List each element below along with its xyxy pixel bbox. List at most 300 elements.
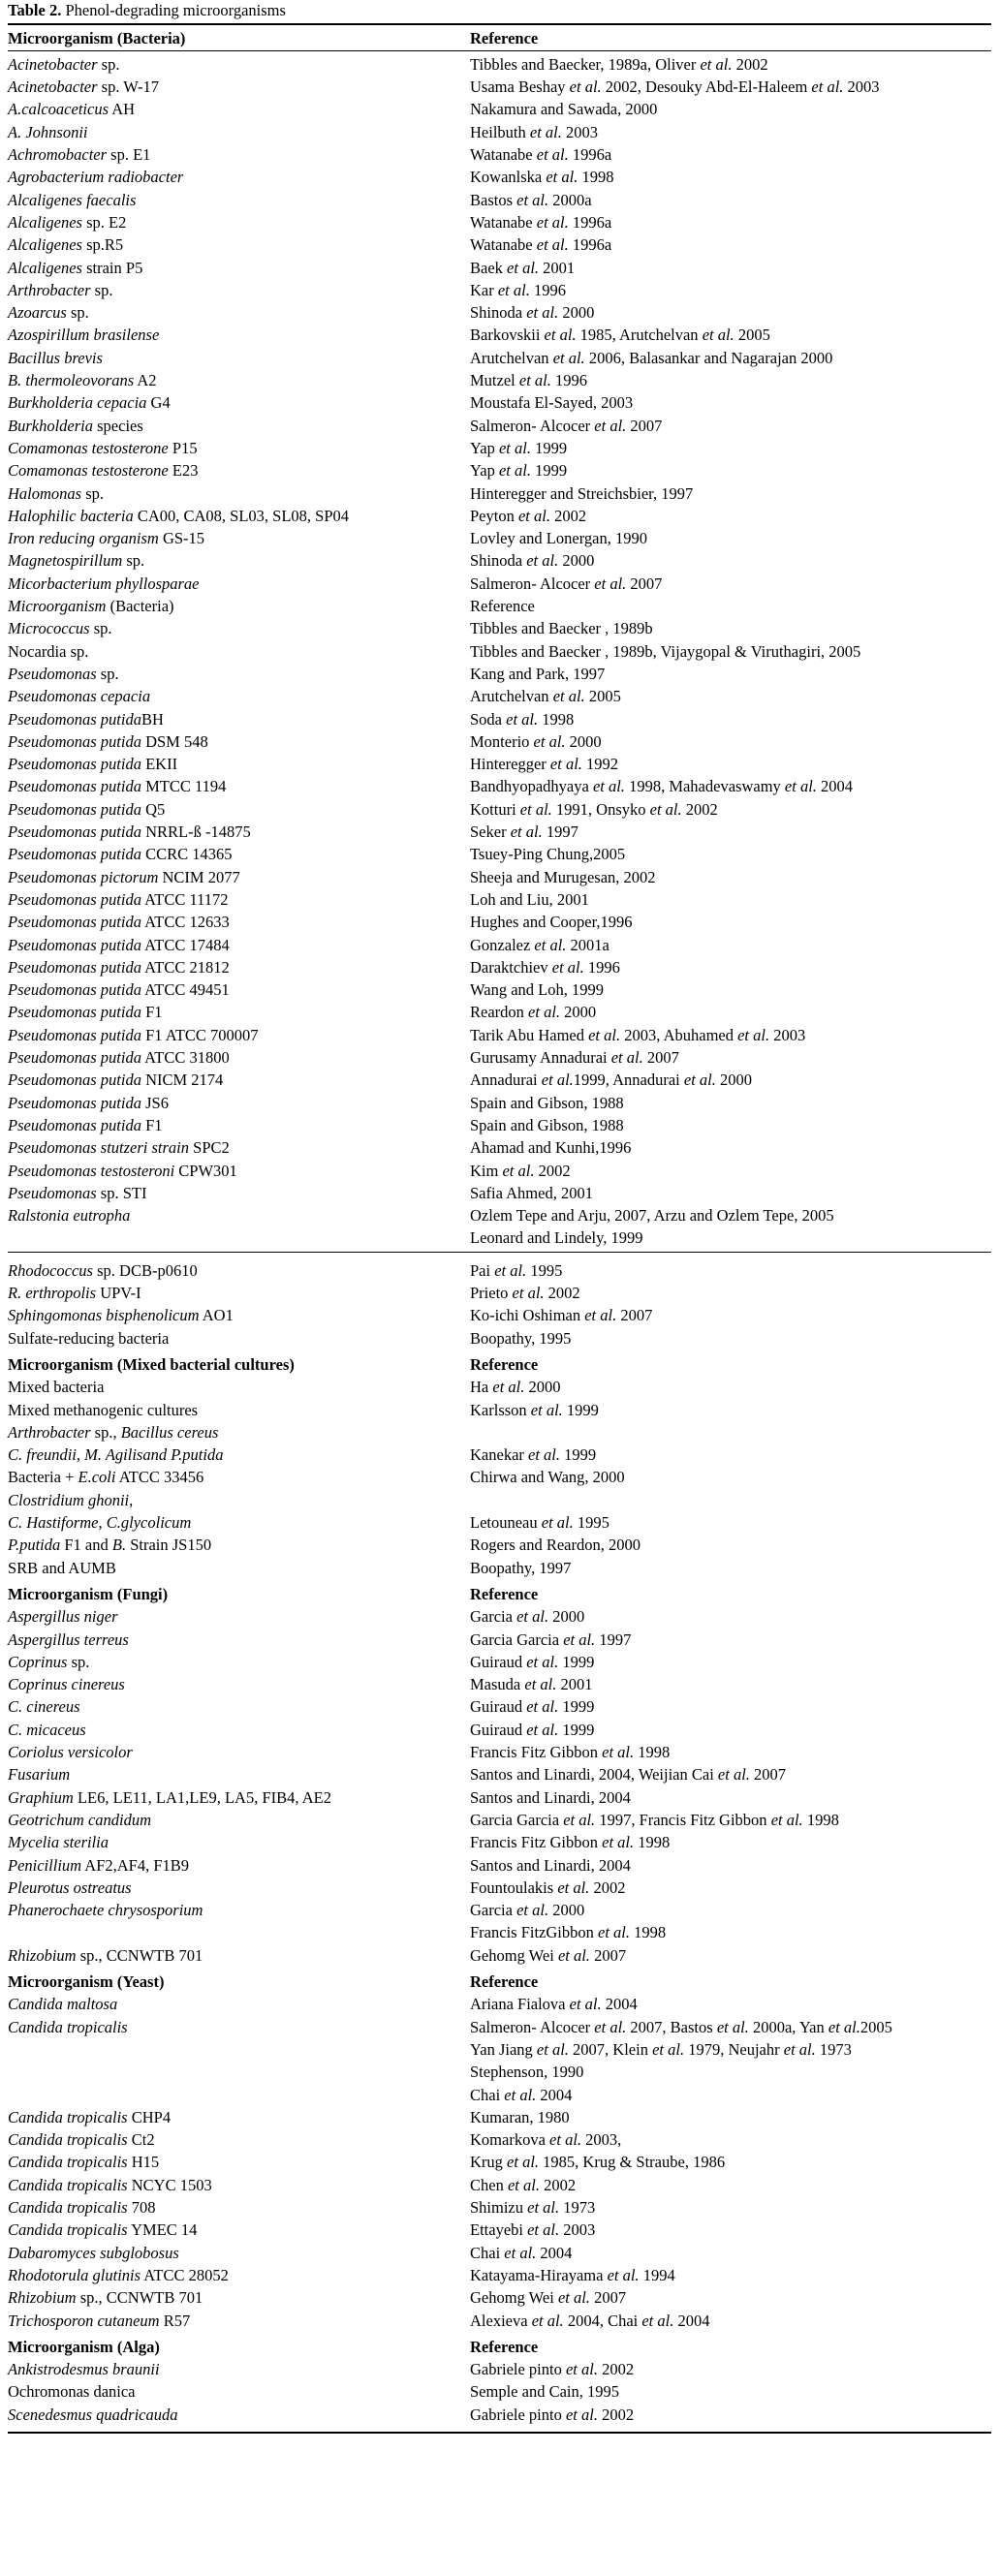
section-header-reference: Reference (470, 1354, 539, 1374)
cell-text-run: et al. (652, 2039, 685, 2059)
cell-text-run: Alcaligenes (8, 212, 82, 232)
cell-text-run: et al. (536, 2039, 569, 2059)
reference-cell (470, 1399, 599, 1421)
cell-text-run: Ko-ichi Oshiman (470, 1306, 585, 1325)
cell-text-run: 1994 (639, 2265, 675, 2284)
cell-text-run: Ankistrodesmus braunii (8, 2360, 160, 2379)
cell-text-run: 1999 (558, 1652, 595, 1671)
cell-text-run: 1999 (558, 1720, 595, 1739)
reference-cell (470, 843, 625, 865)
organism-cell (8, 1421, 218, 1443)
cell-text-run: Ariana Fialova (470, 1995, 570, 2014)
cell-text-run: Arutchelvan (470, 687, 553, 706)
cell-text-run: Gabriele pinto (470, 2360, 566, 2379)
cell-text-run: sp. E1 (107, 145, 151, 164)
cell-text-run: et al. (507, 2153, 540, 2172)
reference-cell (470, 2196, 595, 2219)
cell-text-run: Francis FitzGibbon (470, 1923, 598, 1942)
cell-text-run: Krug (470, 2153, 508, 2172)
cell-text-run: 2003 (843, 78, 880, 97)
reference-cell (470, 2380, 619, 2403)
organism-cell (8, 1534, 211, 1556)
organism-cell (8, 1786, 331, 1809)
reference-cell (470, 730, 602, 753)
organism-cell (8, 2016, 128, 2038)
reference-cell (470, 1069, 752, 1091)
organism-cell (8, 1399, 198, 1421)
section-header-organism: Microorganism (Fungi) (8, 1584, 169, 1603)
organism-cell (8, 753, 177, 775)
reference-cell (470, 956, 620, 978)
cell-text-run: 1999 (530, 461, 568, 481)
cell-text-run: ATCC 17484 (141, 935, 230, 954)
cell-text-run: G4 (146, 393, 171, 413)
cell-text-run: et al. (533, 731, 566, 751)
cell-text-run: Pseudomonas pictorum (8, 867, 159, 886)
cell-text-run: Daraktchiev (470, 957, 552, 977)
cell-text-run: 2002 (544, 1284, 580, 1302)
cell-text-run: Pseudomonas putida (8, 1025, 141, 1044)
cell-text-run: 2000 (548, 1607, 585, 1627)
cell-text-run: Pseudomonas putida (8, 799, 141, 819)
organism-cell (8, 2358, 160, 2380)
cell-text-run: Salmeron- Alcocer (470, 574, 595, 593)
cell-text-run: et al. (683, 1071, 716, 1090)
cell-text-run: sp. E2 (81, 212, 127, 232)
cell-text-run: et al. (527, 2198, 560, 2217)
cell-text-run: Gehomg Wei (470, 2288, 558, 2308)
reference-cell (470, 617, 653, 639)
reference-cell (470, 2174, 576, 2196)
reference-cell (470, 301, 594, 324)
reference-cell (470, 1629, 631, 1651)
cell-text-run: et al. (504, 2243, 537, 2262)
cell-text-run: Pleurotus ostreatus (8, 1878, 132, 1897)
organism-cell (8, 1327, 169, 1350)
cell-text-run: et al. (534, 935, 567, 954)
reference-cell (470, 257, 575, 279)
organism-cell (8, 798, 165, 821)
cell-text-run: et al. (610, 1048, 643, 1067)
reference-cell (470, 527, 647, 549)
cell-text-run: Pseudomonas cepacia (8, 687, 151, 706)
organism-cell (8, 843, 233, 865)
organism-cell (8, 369, 157, 391)
cell-text-run: Candida tropicalis (8, 2107, 128, 2126)
cell-text-run: 1996 (583, 957, 620, 977)
cell-text-run: F1 and (60, 1536, 112, 1555)
cell-text-run: Garcia Garcia (470, 1810, 564, 1829)
cell-text-run: Arthrobacter (8, 280, 91, 299)
cell-text-run: Halomonas (8, 483, 82, 503)
cell-text-run: 1998 (630, 1923, 667, 1942)
cell-text-run: Iron reducing organism (8, 529, 159, 548)
cell-text-run: AH (109, 100, 136, 119)
cell-text-run: 1973 (559, 2198, 596, 2217)
cell-text-run: Tsuey-Ping Chung,2005 (470, 845, 626, 864)
cell-text-run: Yap (470, 461, 499, 481)
cell-text-run: Salmeron- Alcocer (470, 2017, 595, 2036)
cell-text-run: et al. (517, 506, 550, 525)
cell-text-run: Chirwa and Wang, 2000 (470, 1468, 625, 1487)
cell-text-run: Pseudomonas putida (8, 913, 141, 932)
reference-cell (470, 1204, 834, 1226)
organism-cell (8, 257, 142, 279)
cell-text-run: et al. (784, 777, 817, 796)
organism-cell (8, 1376, 104, 1398)
cell-text-run: Arthrobacter (8, 1422, 91, 1442)
cell-text-run: B. thermoleovorans (8, 371, 135, 389)
organism-cell (8, 1854, 189, 1877)
cell-text-run: Karlsson (470, 1400, 531, 1419)
cell-text-run: et al. (526, 1652, 559, 1671)
organism-cell (8, 482, 104, 505)
cell-text-run: Pseudomonas stutzeri strain (8, 1138, 190, 1158)
cell-text-run: Ozlem Tepe and Arju, 2007, Arzu and Ozlem Tepe, 2005 (470, 1206, 834, 1226)
cell-text-run: Baek (470, 258, 508, 277)
cell-text-run: Leonard and Lindely, 1999 (470, 1228, 643, 1248)
reference-cell (470, 1534, 641, 1556)
organism-cell (8, 98, 135, 120)
organism-cell (8, 978, 230, 1001)
organism-cell (8, 1489, 133, 1511)
reference-cell (470, 2038, 852, 2061)
cell-text-run: 1998 (634, 1743, 671, 1761)
cell-text-run: Loh and Liu, 2001 (470, 889, 589, 909)
reference-cell (470, 685, 621, 707)
organism-cell (8, 2264, 229, 2286)
cell-text-run: SRB and AUMB (8, 1558, 116, 1577)
cell-text-run: 2002 (539, 2175, 577, 2194)
reference-cell (470, 2128, 621, 2151)
cell-text-run: Candida tropicalis (8, 2153, 128, 2172)
cell-text-run: Kang and Park, 1997 (470, 664, 606, 683)
cell-text-run: 2006, Balasankar and Nagarajan 2000 (584, 348, 833, 367)
cell-text-run: Nakamura and Sawada, 2000 (470, 100, 658, 119)
cell-text-run: 2007, Klein (568, 2039, 653, 2059)
cell-text-run: Reference (470, 597, 535, 615)
organism-cell (8, 1651, 89, 1673)
cell-text-run: et al. (607, 2265, 640, 2284)
organism-cell (8, 189, 136, 211)
cell-text-run: 1999 (560, 1445, 597, 1465)
reference-cell (470, 1557, 571, 1579)
reference-cell (470, 1001, 596, 1023)
cell-text-run: et al. (541, 1071, 574, 1090)
header-rule (8, 50, 991, 51)
cell-text-run: Scenedesmus quadricauda (8, 2405, 178, 2424)
reference-cell (470, 415, 662, 437)
table-caption-label: Table 2. (8, 1, 62, 19)
cell-text-run: 2003, (581, 2130, 622, 2150)
reference-cell (470, 279, 566, 301)
section-divider-rule (8, 1252, 991, 1253)
cell-text-run: sp. (89, 619, 112, 638)
cell-text-run: et al. (716, 2017, 749, 2036)
cell-text-run: Pseudomonas putida (8, 1093, 141, 1112)
cell-text-run: Pseudomonas putida (8, 731, 141, 751)
cell-text-run: 2007 (749, 1765, 787, 1785)
cell-text-run: Sulfate-reducing bacteria (8, 1328, 170, 1348)
cell-text-run: AO1 (199, 1306, 234, 1325)
cell-text-run: Usama Beshay (470, 78, 570, 97)
organism-cell (8, 1629, 129, 1651)
cell-text-run: et al. (552, 348, 585, 367)
cell-text-run: et al. (536, 235, 569, 255)
reference-cell (470, 1899, 584, 1921)
reference-cell (470, 437, 567, 459)
cell-text-run: 2005 (734, 326, 770, 345)
reference-cell (470, 369, 587, 391)
section-header-organism: Microorganism (Mixed bacterial cultures) (8, 1354, 295, 1374)
cell-text-run: Candida tropicalis (8, 2220, 128, 2240)
cell-text-run: 1999 (530, 438, 568, 457)
cell-text-run: et al. (504, 2085, 537, 2104)
cell-text-run: F1 (141, 1115, 163, 1134)
organism-cell (8, 279, 112, 301)
cell-text-run: Spain and Gibson, 1988 (470, 1093, 624, 1112)
cell-text-run: Pseudomonas putida (8, 1003, 141, 1022)
cell-text-run: sp., CCNWTB 701 (76, 2288, 203, 2308)
organism-cell (8, 391, 171, 414)
cell-text-run: Coriolus versicolor (8, 1743, 133, 1761)
reference-cell (470, 1695, 594, 1718)
cell-text-run: Watanabe (470, 145, 537, 164)
reference-cell (470, 1304, 652, 1326)
organism-cell (8, 1069, 223, 1091)
cell-text-run: et al. (506, 709, 539, 729)
cell-text-run: C. cinereus (8, 1697, 80, 1717)
cell-text-run: Santos and Linardi, 2004 (470, 1787, 631, 1807)
organism-cell (8, 2219, 197, 2241)
cell-text-run: 1996a (568, 235, 612, 255)
cell-text-run: Tarik Abu Hamed (470, 1025, 589, 1044)
cell-text-run: et al. (594, 2017, 627, 2036)
organism-cell (8, 888, 229, 911)
cell-text-run: 2007 (626, 574, 663, 593)
cell-text-run: 1996 (550, 371, 587, 389)
organism-cell (8, 1160, 237, 1182)
cell-text-run: F1 ATCC 700007 (141, 1025, 259, 1044)
cell-text-run: ATCC 31800 (141, 1048, 230, 1067)
reference-cell (470, 1993, 638, 2015)
cell-text-run: et al. (594, 416, 627, 435)
cell-text-run: Bacillus brevis (8, 348, 103, 367)
cell-text-run: JS6 (141, 1093, 169, 1112)
cell-text-run: ATCC 49451 (141, 980, 230, 1000)
cell-text-run: et al. (524, 1675, 557, 1694)
cell-text-run: et al. (737, 1025, 770, 1044)
cell-text-run: Fusarium (8, 1765, 71, 1785)
cell-text-run: sp. (122, 551, 145, 571)
cell-text-run: Tibbles and Baecker , 1989b (470, 619, 653, 638)
cell-text-run: et al. (641, 2311, 674, 2330)
cell-text-run: 1997 (542, 822, 578, 841)
reference-cell (470, 2106, 570, 2128)
cell-text-run: Ralstonia eutropha (8, 1206, 131, 1226)
organism-cell (8, 2404, 178, 2426)
cell-text-run: et al. (563, 1810, 596, 1829)
cell-text-run: Yap (470, 438, 499, 457)
cell-text-run: et al. (602, 1833, 635, 1852)
cell-text-run: 1998 (802, 1810, 839, 1829)
cell-text-run: 2002, Desouky Abd-El-Haleem (601, 78, 812, 97)
organism-cell (8, 1114, 163, 1136)
cell-text-run: Aspergillus niger (8, 1607, 118, 1627)
cell-text-run: 2001 (556, 1675, 593, 1694)
cell-text-run: Shimizu (470, 2198, 528, 2217)
reference-cell (470, 1605, 584, 1628)
cell-text-run: Wang and Loh, 1999 (470, 980, 604, 1000)
cell-text-run: Micorbacterium phyllosparae (8, 574, 200, 593)
reference-cell (470, 459, 567, 481)
organism-cell (8, 121, 88, 143)
cell-text-run: CA00, CA08, SL03, SL08, SP04 (133, 506, 350, 525)
reference-cell (470, 2310, 709, 2332)
cell-text-run: 1996a (568, 145, 612, 164)
organism-cell (8, 1511, 191, 1534)
cell-text-run: Ahamad and Kunhi,1996 (470, 1138, 632, 1158)
reference-cell (470, 1944, 626, 1967)
reference-cell (470, 1136, 631, 1159)
reference-cell (470, 1651, 594, 1673)
section-header-organism: Microorganism (Bacteria) (8, 28, 186, 47)
cell-text-run: Hinteregger and Streichsbier, 1997 (470, 483, 694, 503)
cell-text-run: Halophilic bacteria (8, 506, 134, 525)
cell-text-run: Kowanlska (470, 168, 547, 187)
cell-text-run: CPW301 (174, 1161, 237, 1180)
cell-text-run: et al. (565, 2360, 598, 2379)
cell-text-run: 2002 (681, 799, 718, 819)
reference-cell (470, 1114, 624, 1136)
organism-cell (8, 2380, 136, 2403)
cell-text-run: Garcia (470, 1901, 517, 1920)
reference-cell (470, 347, 832, 369)
cell-text-run: Shinoda (470, 303, 527, 323)
cell-text-run: 1973 (815, 2039, 852, 2059)
cell-text-run: Francis Fitz Gibbon (470, 1833, 603, 1852)
cell-text-run: 2000a (548, 190, 592, 209)
cell-text-run: Mixed bacteria (8, 1378, 105, 1397)
cell-text-run: 1992 (581, 755, 619, 774)
cell-text-run: et al. (502, 1161, 535, 1180)
cell-text-run: Geotrichum candidum (8, 1810, 152, 1829)
cell-text-run: Pseudomonas putida (8, 822, 141, 841)
cell-text-run: sp. (90, 280, 113, 299)
cell-text-run: et al. (549, 755, 582, 774)
cell-text-run: 2001a (566, 935, 609, 954)
cell-text-run: 2007 (589, 1945, 627, 1965)
cell-text-run: 1999, Annadurai (573, 1071, 684, 1090)
reference-cell (470, 2358, 634, 2380)
cell-text-run: et al. (492, 1378, 525, 1397)
cell-text-run: 1998 (634, 1833, 671, 1852)
cell-text-run: Pseudomonas putida (8, 845, 141, 864)
cell-text-run: Gabriele pinto (470, 2405, 566, 2424)
cell-text-run: A.calcoaceticus (8, 100, 109, 119)
cell-text-run: 2003 (561, 122, 598, 141)
reference-cell (470, 1376, 561, 1398)
reference-cell (470, 640, 860, 663)
cell-text-run: Candida tropicalis (8, 2130, 128, 2150)
cell-text-run: et al. (549, 2130, 582, 2150)
cell-text-run: et al. (544, 326, 577, 345)
cell-text-run: 2004 (816, 777, 854, 796)
cell-text-run: Alcaligenes (8, 258, 82, 277)
cell-text-run: 1979, Neujahr (684, 2039, 784, 2059)
cell-text-run: E23 (168, 461, 199, 481)
reference-cell (470, 1226, 643, 1249)
cell-text-run: Mycelia sterilia (8, 1833, 109, 1852)
cell-text-run: Comamonas testosterone (8, 438, 169, 457)
cell-text-run: et al. (494, 1260, 527, 1280)
cell-text-run: et al. (529, 122, 562, 141)
reference-cell (470, 1719, 594, 1741)
cell-text-run: sp. W-17 (97, 78, 159, 97)
cell-text-run: Pseudomonas putida (8, 1048, 141, 1067)
cell-text-run: Reardon (470, 1003, 529, 1022)
cell-text-run: 2002 (589, 1878, 626, 1897)
cell-text-run: R57 (159, 2311, 191, 2330)
reference-cell (470, 1327, 571, 1350)
cell-text-run: 2003 (559, 2220, 596, 2240)
reference-cell (470, 2061, 583, 2083)
cell-text-run: et al. (717, 1765, 750, 1785)
cell-text-run: 2004 (601, 1995, 638, 2014)
cell-text-run: Pseudomonas putida (8, 755, 141, 774)
table-caption-text: Phenol-degrading microorganisms (65, 1, 286, 19)
reference-cell (470, 1763, 786, 1785)
cell-text-run: 2002 (534, 1161, 571, 1180)
reference-cell (470, 911, 633, 933)
reference-cell (470, 1024, 805, 1046)
cell-text-run: Candida tropicalis (8, 2017, 128, 2036)
reference-cell (470, 233, 611, 256)
cell-text-run: Monterio (470, 731, 534, 751)
organism-cell (8, 1993, 117, 2015)
cell-text-run: sp. (96, 664, 119, 683)
organism-cell (8, 1182, 146, 1204)
organism-cell (8, 1605, 118, 1628)
cell-text-run: et al. (519, 799, 552, 819)
cell-text-run: Barkovskii (470, 326, 545, 345)
cell-text-run: et al. (569, 78, 602, 97)
cell-text-run: NCYC 1503 (127, 2175, 212, 2194)
cell-text-run: et al. (518, 371, 551, 389)
cell-text-run: Tibbles and Baecker, 1989a, Oliver (470, 54, 701, 74)
cell-text-run: et al. (530, 1400, 563, 1419)
cell-text-run: Azoarcus (8, 303, 67, 323)
cell-text-run: et al. (516, 190, 549, 209)
organism-cell (8, 934, 230, 956)
reference-cell (470, 663, 605, 685)
organism-cell (8, 415, 143, 437)
cell-text-run: Ct2 (127, 2130, 155, 2150)
reference-cell (470, 53, 768, 76)
reference-cell (470, 1182, 593, 1204)
cell-text-run: et al. (592, 777, 625, 796)
cell-text-run: R. erthropolis (8, 1284, 97, 1302)
organism-cell (8, 866, 240, 888)
cell-text-run: 2004 (673, 2311, 710, 2330)
organism-cell (8, 1092, 169, 1114)
reference-cell (470, 2242, 572, 2264)
cell-text-run: Pseudomonas (8, 1183, 97, 1202)
cell-text-run: Watanabe (470, 235, 537, 255)
cell-text-run: LE6, LE11, LA1,LE9, LA5, FIB4, AE2 (73, 1787, 331, 1807)
cell-text-run: A. Johnsonii (8, 122, 88, 141)
cell-text-run: Ha (470, 1378, 493, 1397)
